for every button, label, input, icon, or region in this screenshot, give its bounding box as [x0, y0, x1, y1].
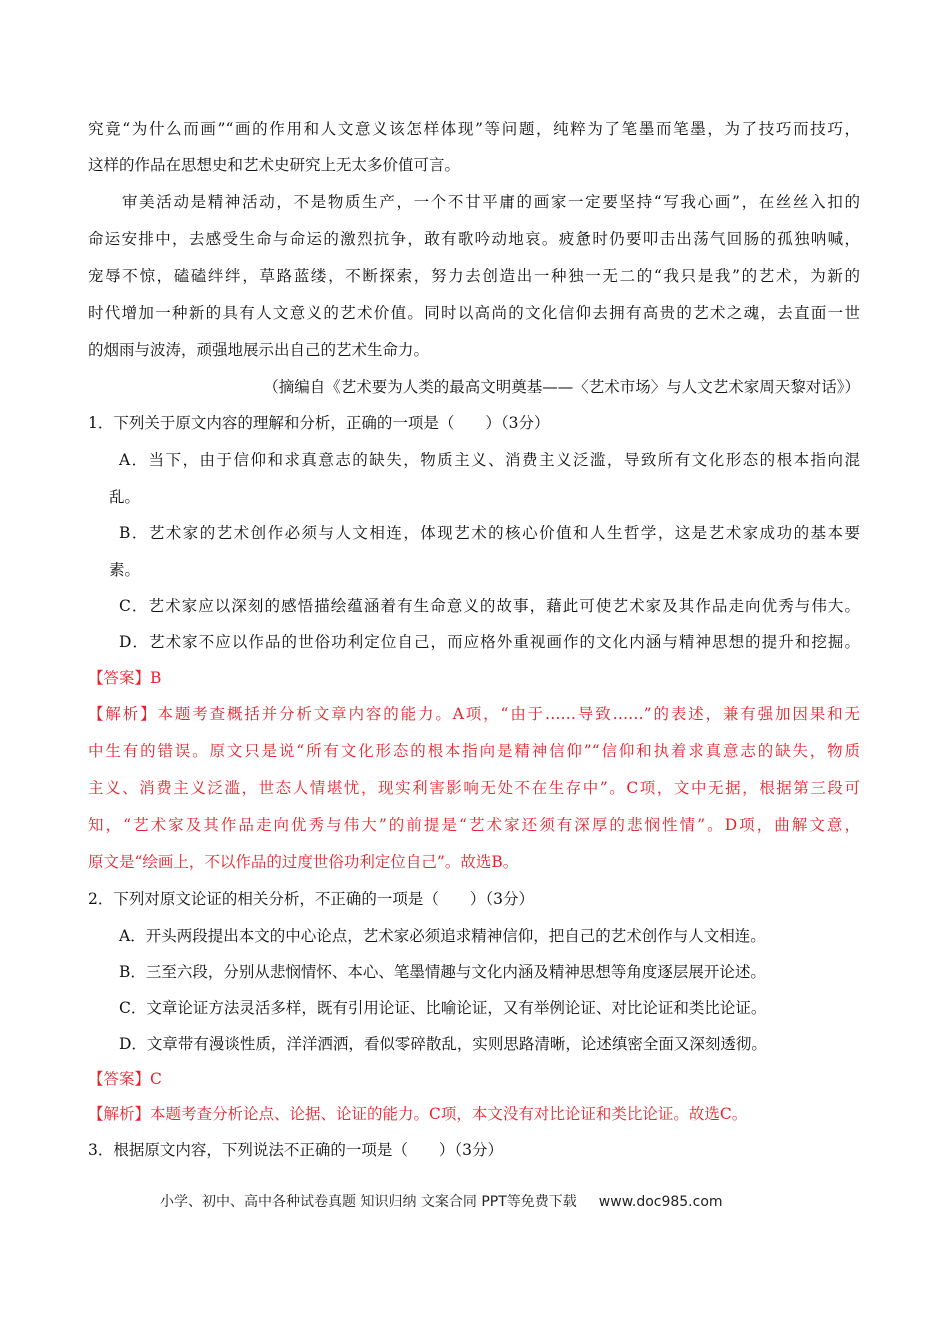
question-2-option-c: C．文章论证方法灵活多样，既有引用论证、比喻论证，又有举例论证、对比论证和类比论证。 — [119, 999, 767, 1017]
passage-line: 的烟雨与波涛，顽强地展示出自己的艺术生命力。 — [88, 341, 430, 359]
passage-line: 时代增加一种新的具有人文意义的艺术价值。同时以高尚的文化信仰去拥有高贵的艺术之魂，去直面一世 — [88, 304, 860, 322]
question-2-stem: 2．下列对原文论证的相关分析，不正确的一项是（ ）（3分） — [88, 890, 534, 908]
passage-line: 宠辱不惊，磕磕绊绊，草路蓝缕，不断探索，努力去创造出一种独一无二的“我只是我”的艺术，为新的 — [88, 267, 860, 285]
question-1-analysis: 知，“艺术家及其作品走向优秀与伟大”的前提是“艺术家还须有深厚的悲悯性情”。D项，曲解文意， — [88, 816, 860, 834]
page-footer — [160, 1193, 800, 1211]
question-1-option-a-cont: 乱。 — [109, 488, 141, 506]
footer-site-link[interactable]: www.doc985.com — [598, 1194, 723, 1210]
question-2-analysis: 【解析】本题考查分析论点、论据、论证的能力。C项，本文没有对比论证和类比论证。故选C。 — [88, 1105, 748, 1123]
passage-source: （摘编自《艺术要为人类的最高文明奠基——〈艺术市场〉与人文艺术家周天黎对话》） — [263, 378, 860, 396]
question-1-option-b: B．艺术家的艺术创作必须与人文相连，体现艺术的核心价值和人生哲学，这是艺术家成功的基本要 — [119, 524, 860, 542]
passage-line: 这样的作品在思想史和艺术史研究上无太多价值可言。 — [88, 156, 461, 174]
question-1-option-c: C．艺术家应以深刻的感悟描绘蕴涵着有生命意义的故事，藉此可使艺术家及其作品走向优秀与伟大。 — [119, 597, 860, 615]
question-3-stem: 3．根据原文内容，下列说法不正确的一项是（ ）（3分） — [88, 1141, 503, 1159]
question-1-stem: 1．下列关于原文内容的理解和分析，正确的一项是（ ）（3分） — [88, 414, 550, 432]
passage-line: 审美活动是精神活动，不是物质生产，一个不甘平庸的画家一定要坚持“写我心画”，在丝丝入扣的 — [122, 193, 860, 211]
passage-line: 命运安排中，去感受生命与命运的激烈抗争，敢有歌吟动地哀。疲惫时仍要叩击出荡气回肠的孤独呐喊， — [88, 230, 860, 248]
question-1-analysis: 【解析】本题考查概括并分析文章内容的能力。A项，“由于……导致……”的表述，兼有强加因果和无 — [88, 705, 860, 723]
question-2-answer: 【答案】C — [88, 1070, 162, 1088]
question-1-option-d: D．艺术家不应以作品的世俗功利定位自己，而应格外重视画作的文化内涵与精神思想的提升和挖掘。 — [119, 633, 860, 651]
question-2-option-b: B．三至六段，分别从悲悯情怀、本心、笔墨情趣与文化内涵及精神思想等角度逐层展开论述。 — [119, 963, 766, 981]
question-1-analysis: 原文是“绘画上，不以作品的过度世俗功利定位自己”。故选B。 — [88, 853, 519, 871]
passage-line: 究竟“为什么而画”“画的作用和人文意义该怎样体现”等问题，纯粹为了笔墨而笔墨，为了技巧而技巧， — [88, 120, 860, 138]
question-1-option-a: A．当下，由于信仰和求真意志的缺失，物质主义、消费主义泛滥，导致所有文化形态的根本指向混 — [119, 451, 860, 469]
question-1-option-b-cont: 素。 — [109, 561, 141, 579]
footer-text: 小学、初中、高中各种试卷真题 知识归纳 文案合同 PPT等免费下载 — [160, 1194, 577, 1210]
question-1-answer: 【答案】B — [88, 669, 162, 687]
question-1-analysis: 主义、消费主义泛滥，世态人情堪忧，现实利害影响无处不在生存中”。C项，文中无据，根据第三段可 — [88, 779, 860, 797]
question-2-option-a: A．开头两段提出本文的中心论点，艺术家必须追求精神信仰，把自己的艺术创作与人文相连。 — [119, 927, 766, 945]
question-2-option-d: D．文章带有漫谈性质，洋洋洒洒，看似零碎散乱，实则思路清晰，论述缜密全面又深刻透彻。 — [119, 1035, 767, 1053]
question-1-analysis: 中生有的错误。原文只是说“所有文化形态的根本指向是精神信仰”“信仰和执着求真意志的缺失，物质 — [88, 742, 860, 760]
